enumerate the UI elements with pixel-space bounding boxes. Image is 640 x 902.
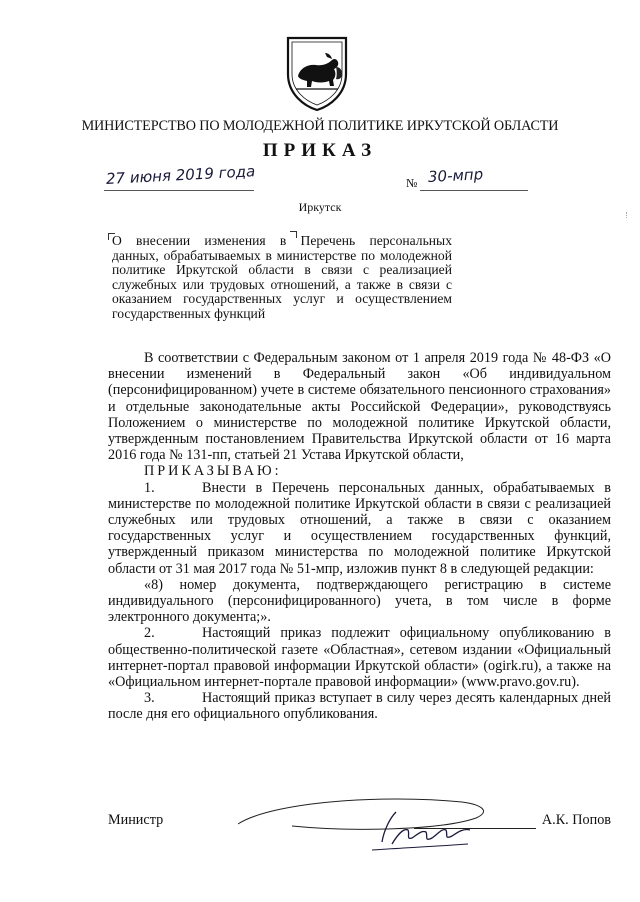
- number-underline: [420, 190, 528, 191]
- signature-line: [414, 828, 536, 829]
- subject-line-1: О внесении изменения в Перечень персональных: [112, 233, 452, 248]
- item-3-number: 3.: [144, 690, 155, 707]
- item-3: [108, 690, 611, 722]
- item-2-text: Настоящий приказ подлежит официальному опубликованию в общественно-политической газете «Областная», сетевом издании «Официальный интернет-портал правовой информации Иркутской области» (ogirk.ru), а также на «Официальном интернет-портале правовой информации» (www.pravo.gov.ru).: [108, 625, 611, 691]
- item-3-text: Настоящий приказ вступает в силу через десять календарных дней после дня его официального опубликования.: [108, 690, 611, 723]
- item-2: [108, 625, 611, 690]
- coat-of-arms-icon: [284, 34, 350, 112]
- subject-rest: данных, обрабатываемых в министерстве по молодежной политике Иркутской области в связи с реализацией служебных или трудовых отношений, а также в связи с оказанием государственных услуг и осуществлением государственных функций: [112, 247, 452, 321]
- signature-block: [108, 812, 611, 842]
- item-1-number: 1.: [144, 479, 155, 496]
- item-1-quote: «8) номер документа, подтверждающего регистрацию в системе индивидуального (персонифицированного) учета, в том числе в форме электронного документа;».: [108, 576, 611, 626]
- signer-title: Министр: [108, 812, 164, 828]
- item-1-text: Внести в Перечень персональных данных, обрабатываемых в министерстве по молодежной политике Иркутской области в связи с реализацией служебных или трудовых отношений, а также в связи с оказанием государственных услуг и осуществлением государственных функций, утвержденный приказом министерства по молодежной политике Иркутской области от 31 мая 2017 года № 51-мпр, изложив пункт 8 в следующей редакции:: [108, 479, 611, 577]
- scan-edge-mark: [626, 212, 631, 218]
- ministry-name: МИНИСТЕРСТВО ПО МОЛОДЕЖНОЙ ПОЛИТИКЕ ИРКУТСКОЙ ОБЛАСТИ: [81, 118, 559, 134]
- item-1: [108, 480, 611, 577]
- item-2-number: 2.: [144, 625, 155, 642]
- order-body: [108, 350, 611, 723]
- handwritten-date: 27 июня 2019 года: [105, 162, 256, 188]
- number-label: №: [406, 176, 418, 190]
- order-subject: [112, 234, 452, 322]
- preamble-paragraph: В соответствии с Федеральным законом от 1 апреля 2019 года № 48-ФЗ «О внесении изменений в Федеральный закон «Об индивидуальном (персонифицированном) учете в системе обязательного пенсионного страхования» и отдельные законодательные акты Российской Федерации», руководствуясь Положением о министерстве по молодежной политике Иркутской области, утвержденным постановлением Правительства Иркутской области от 16 марта 2016 года № 131-пп, статьей 21 Устава Иркутской области,: [108, 350, 611, 464]
- orders-heading: ПРИКАЗЫВАЮ:: [144, 463, 282, 480]
- document-type-title: ПРИКАЗ: [262, 140, 378, 161]
- handwritten-number: 30-мпр: [427, 165, 484, 186]
- date-underline: [104, 190, 254, 191]
- signer-name: А.К. Попов: [541, 812, 611, 828]
- city-name: Иркутск: [298, 200, 342, 214]
